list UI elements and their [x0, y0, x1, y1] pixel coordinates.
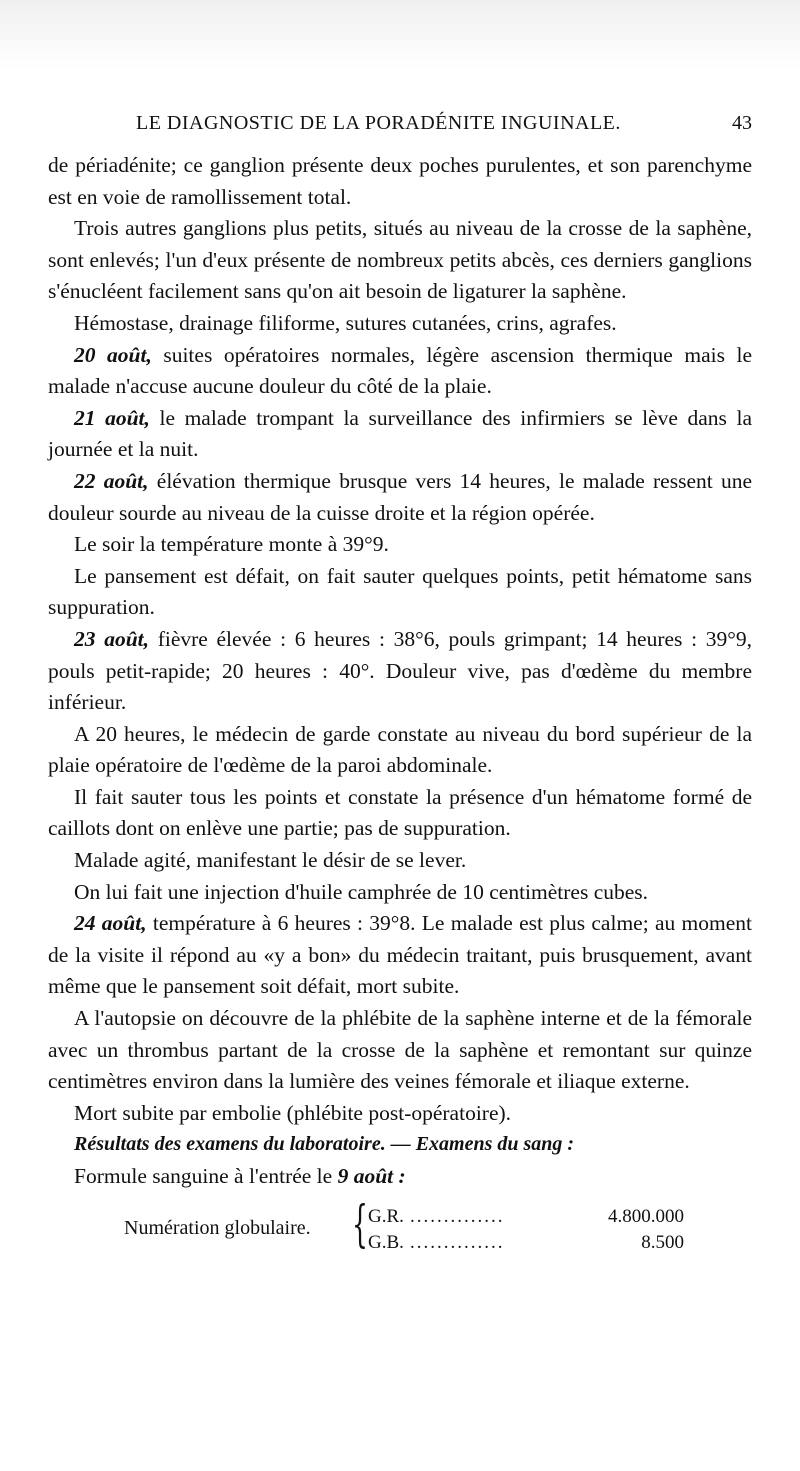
paragraph: [48, 308, 752, 340]
paragraph: [48, 1003, 752, 1098]
paragraph-text: élévation thermique brusque vers 14 heures, le malade ressent une douleur sourde au niveau de la cuisse droite et la région opérée.: [48, 468, 752, 525]
paragraph: [48, 403, 752, 466]
paragraph-text: On lui fait une injection d'huile camphrée de 10 centimètres cubes.: [74, 879, 649, 904]
paragraph-text: Malade agité, manifestant le désir de se lever.: [74, 848, 467, 873]
blood-formula-line: [48, 1161, 752, 1193]
paragraph: [48, 877, 752, 909]
paragraph: [48, 719, 752, 782]
lab-results-heading: Résultats des examens du laboratoire. — Examens du sang :: [74, 1133, 575, 1156]
paragraph-text: Hémostase, drainage filiforme, sutures cutanées, crins, agrafes.: [74, 310, 617, 335]
dot-leader: ..............: [410, 1231, 505, 1253]
paragraph-text: Il fait sauter tous les points et constate la présence d'un hématome formé de caillots dont on enlève une partie; pas de suppuration.: [48, 784, 752, 841]
book-page: [48, 0, 752, 1471]
paragraph: [48, 529, 752, 561]
paragraph: [48, 466, 752, 529]
blood-count-row: [368, 1227, 684, 1253]
blood-count-value: 8.500: [641, 1231, 684, 1253]
blood-count-row: [368, 1201, 684, 1227]
paragraph: [48, 624, 752, 719]
paragraph: [48, 561, 752, 624]
paragraph-text: fièvre élevée : 6 heures : 38°6, pouls grimpant; 14 heures : 39°9, pouls petit-rapide; 20 heures : 40°. Douleur vive, pas d'œdème du membre inférieur.: [48, 626, 752, 715]
blood-formula-date: 9 août :: [337, 1164, 406, 1188]
blood-formula-text: Formule sanguine à l'entrée le: [74, 1164, 338, 1188]
paragraph: [48, 908, 752, 1003]
body-text: [48, 150, 752, 1257]
paragraph-text: Le soir la température monte à 39°9.: [74, 532, 389, 557]
paragraph-text: Mort subite par embolie (phlébite post-opératoire).: [74, 1100, 512, 1125]
blood-count-abbr: G.B.: [368, 1231, 404, 1253]
paragraph-date: 22 août,: [74, 468, 149, 493]
paragraph: [48, 150, 752, 213]
paragraph: [48, 340, 752, 403]
blood-count-table: [48, 1194, 752, 1257]
blood-count-value: 4.800.000: [608, 1205, 684, 1227]
paragraph-text: température à 6 heures : 39°8. Le malade est plus calme; au moment de la visite il répond au «y a bon» du médecin traitant, puis brusquement, avant même que le pansement soit défait, mort subite.: [48, 911, 752, 999]
paragraph-date: 23 août,: [74, 626, 149, 651]
curly-brace-icon: {: [351, 1194, 368, 1253]
page-number: 43: [732, 112, 752, 134]
paragraph: [48, 213, 752, 308]
paragraph-text: Trois autres ganglions plus petits, situés au niveau de la crosse de la saphène, sont enlevés; l'un d'eux présente de nombreux petits abcès, ces derniers ganglions s'énucléent facilement sans qu'on ait besoin de ligaturer la saphène.: [48, 216, 752, 304]
paragraph-text: de périadénite; ce ganglion présente deux poches purulentes, et son parenchyme est en voie de ramollissement total.: [48, 153, 752, 209]
paragraph-text: le malade trompant la surveillance des infirmiers se lève dans la journée et la nuit.: [48, 405, 752, 462]
numeration-label: Numération globulaire.: [124, 1216, 311, 1239]
paragraph-text: suites opératoires normales, légère ascension thermique mais le malade n'accuse aucune douleur du côté de la plaie.: [48, 342, 752, 399]
paragraph-date: 21 août,: [74, 405, 150, 430]
paragraph-date: 20 août,: [74, 342, 152, 367]
paragraph-text: A l'autopsie on découvre de la phlébite de la saphène interne et de la fémorale avec un thrombus partant de la crosse de la saphène et remontant sur quinze centimètres environ dans la lumière des veines fémorale et iliaque externe.: [48, 1006, 752, 1094]
paragraph-date: 24 août,: [74, 911, 147, 936]
paragraph: [48, 782, 752, 845]
blood-count-abbr: G.R.: [368, 1205, 404, 1227]
paragraph: [48, 845, 752, 877]
paragraph: [48, 1098, 752, 1130]
dot-leader: ..............: [410, 1205, 505, 1227]
paragraph-text: Le pansement est défait, on fait sauter quelques points, petit hématome sans suppuration.: [48, 563, 752, 620]
page-header: [48, 112, 752, 138]
paragraph-text: A 20 heures, le médecin de garde constate au niveau du bord supérieur de la plaie opératoire de l'œdème de la paroi abdominale.: [48, 721, 752, 778]
running-head: LE DIAGNOSTIC DE LA PORADÉNITE INGUINALE.: [136, 112, 621, 134]
